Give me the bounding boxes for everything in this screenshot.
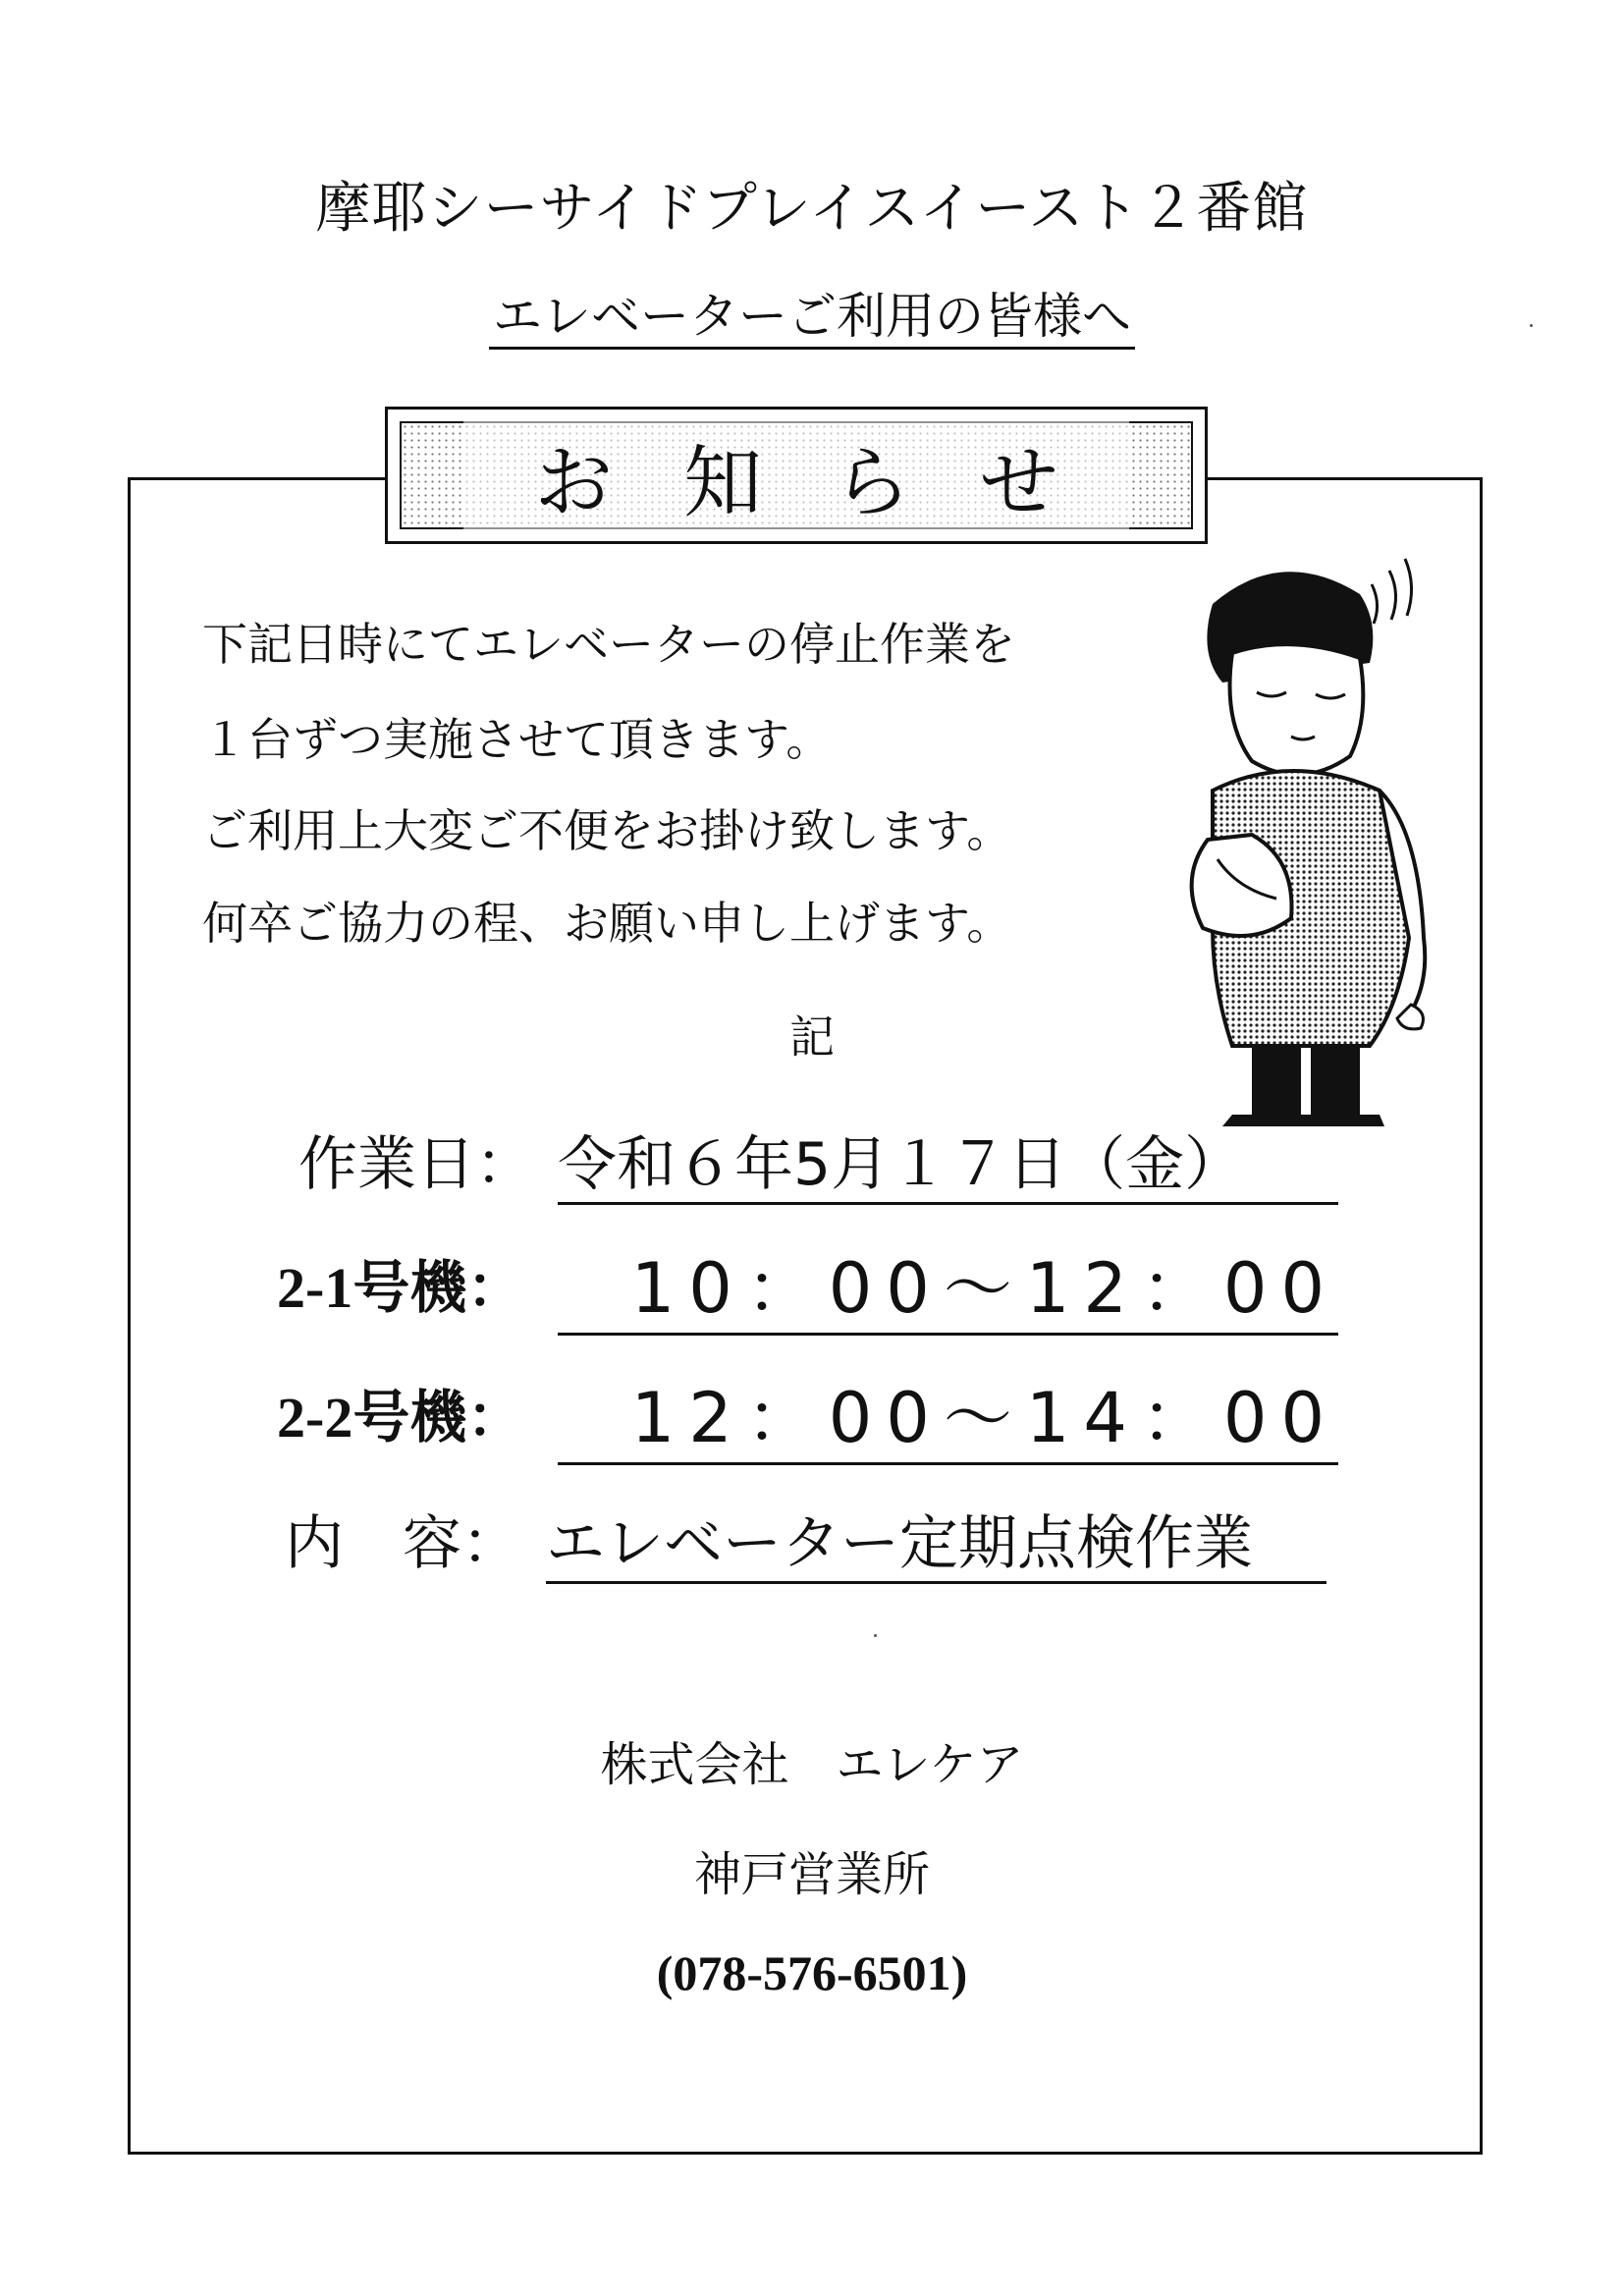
work-date-label: 作業日：	[298, 1130, 534, 1199]
notice-title: お知らせ	[463, 419, 1129, 532]
notice-line-3: ご利用上大変ご不便をお掛け致します。	[202, 804, 1012, 857]
company-phone: (078-576-6501)	[656, 1945, 968, 2000]
title-banner-inner	[400, 421, 1193, 529]
notice-line-1: 下記日時にてエレベーターの停止作業を	[202, 618, 1015, 671]
notice-audience	[0, 277, 1624, 348]
notice-line-2: １台ずつ実施させて頂きます。	[202, 713, 832, 766]
title-banner	[385, 407, 1208, 544]
building-name: 摩耶シーサイドプレイスイースト２番館	[315, 177, 1309, 241]
scan-speck	[874, 1634, 877, 1637]
machine-2-time: 12：00～14：00	[558, 1363, 1338, 1465]
machine-1-label: 2-1号機：	[277, 1256, 524, 1320]
notice-audience-text: エレベーターご利用の皆様へ	[489, 288, 1135, 350]
machine-1-time: 10：00～12：00	[558, 1233, 1338, 1336]
company-name: 株式会社 エレケア	[600, 1737, 1024, 1792]
bowing-worker-icon	[1154, 545, 1478, 1134]
content-label: 内 容：	[285, 1509, 520, 1578]
scan-speck	[1530, 324, 1533, 327]
company-office: 神戸営業所	[693, 1847, 930, 1902]
content-value: エレベーター定期点検作業	[546, 1497, 1326, 1584]
ki-heading: 記	[789, 1011, 835, 1064]
work-date-value: 令和６年5月１７日（金）	[558, 1118, 1338, 1205]
machine-2-label: 2-2号機：	[277, 1386, 524, 1449]
notice-line-4: 何卒ご協力の程、お願い申し上げます。	[202, 897, 1012, 950]
